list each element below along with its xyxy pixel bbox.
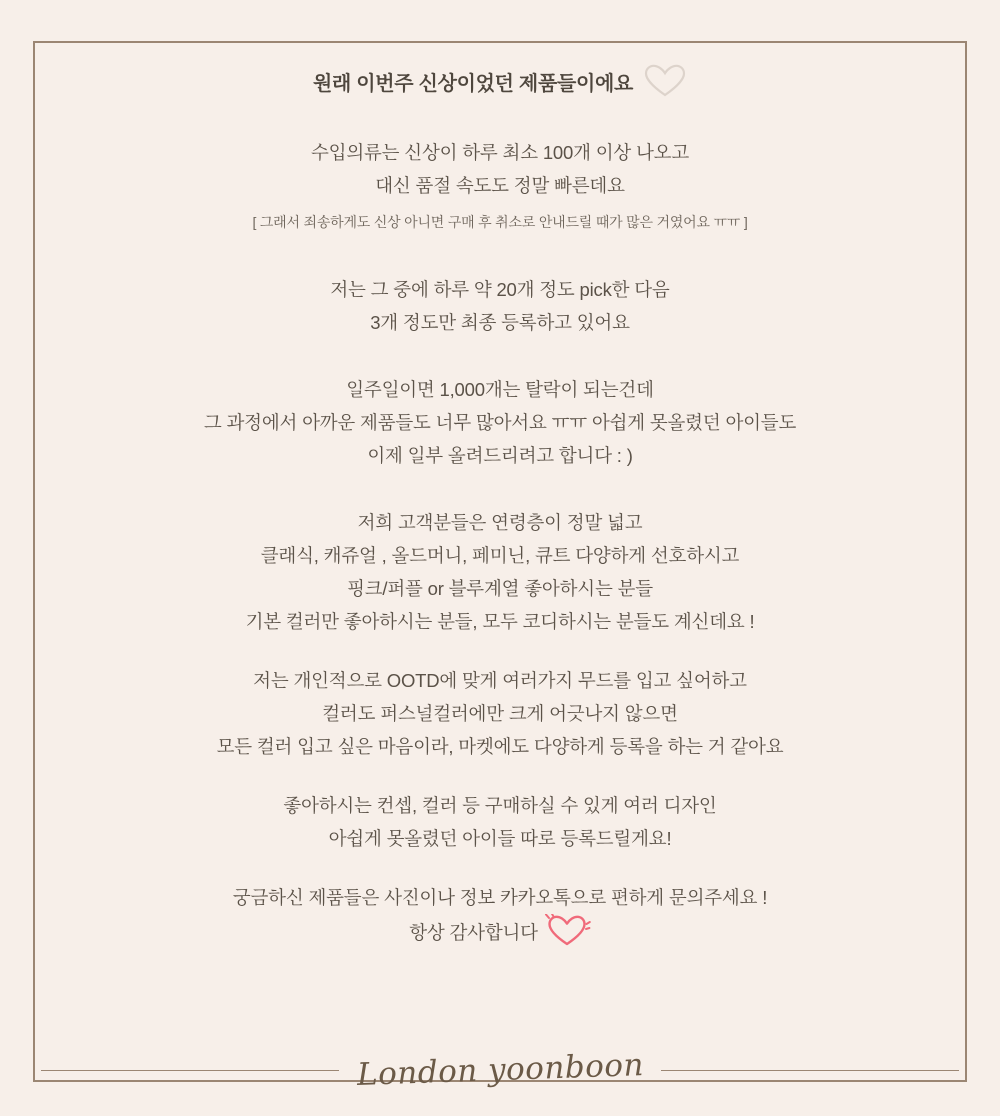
paragraph-line: 그 과정에서 아까운 제품들도 너무 많아서요 ㅠㅠ 아쉽게 못올렸던 아이들도 <box>203 412 797 433</box>
signature-block <box>0 1047 1000 1093</box>
page-title-row <box>0 64 1000 98</box>
paragraph-line: 궁금하신 제품들은 사진이나 정보 카카오톡으로 편하게 문의주세요 ! <box>232 887 768 908</box>
paragraph-contact <box>0 881 1000 949</box>
signature-rule-left <box>41 1070 339 1071</box>
signature-rule-right <box>661 1070 959 1071</box>
paragraph-line: 저희 고객분들은 연령층이 정말 넓고 <box>357 512 643 533</box>
paragraph-personal <box>0 664 1000 763</box>
paragraph-intro <box>0 136 1000 239</box>
paragraph-line: 저는 그 중에 하루 약 20개 정도 pick한 다음 <box>330 279 670 300</box>
paragraph-customers <box>0 506 1000 638</box>
page-title: 원래 이번주 신상이었던 제품들이에요 <box>312 72 634 95</box>
paragraph-concept <box>0 789 1000 855</box>
paragraph-line: 대신 품절 속도도 정말 빠른데요 <box>375 175 625 196</box>
paragraph-line: 핑크/퍼플 or 블루계열 좋아하시는 분들 <box>347 578 653 599</box>
paragraph-line: 클래식, 캐쥬얼 , 올드머니, 페미닌, 큐트 다양하게 선호하시고 <box>260 545 740 566</box>
paragraph-line: 모든 컬러 입고 싶은 마음이라, 마켓에도 다양하게 등록을 하는 거 같아요 <box>216 736 784 757</box>
paragraph-line: 이제 일부 올려드리려고 합니다 : ) <box>367 445 633 466</box>
pink-heart-icon <box>543 914 591 948</box>
paragraph-line: 좋아하시는 컨셉, 컬러 등 구매하실 수 있게 여러 디자인 <box>283 795 717 816</box>
paragraph-pick <box>0 273 1000 339</box>
paragraph-line: 기본 컬러만 좋아하시는 분들, 모두 코디하시는 분들도 계신데요 ! <box>245 611 755 632</box>
paragraph-line: 컬러도 퍼스널컬러에만 크게 어긋나지 않으면 <box>322 703 678 724</box>
closing-row <box>0 914 1000 949</box>
paragraph-week <box>0 373 1000 472</box>
closing-text: 항상 감사합니다 <box>409 922 538 943</box>
paragraph-line: 수입의류는 신상이 하루 최소 100개 이상 나오고 <box>311 142 689 163</box>
paragraph-note: [ 그래서 죄송하게도 신상 아니면 구매 후 취소로 안내드릴 때가 많은 거였어요 ㅠㅠ ] <box>252 214 748 230</box>
paragraph-line: 저는 개인적으로 OOTD에 맞게 여러가지 무드를 입고 싶어하고 <box>253 670 747 691</box>
paragraph-line: 3개 정도만 최종 등록하고 있어요 <box>370 312 630 333</box>
heart-outline-icon <box>643 64 687 98</box>
paragraph-line: 아쉽게 못올렸던 아이들 따로 등록드릴게요! <box>328 828 672 849</box>
paragraph-line: 일주일이면 1,000개는 탈락이 되는건데 <box>346 379 654 400</box>
brand-signature: London yoonboon <box>355 1047 645 1093</box>
